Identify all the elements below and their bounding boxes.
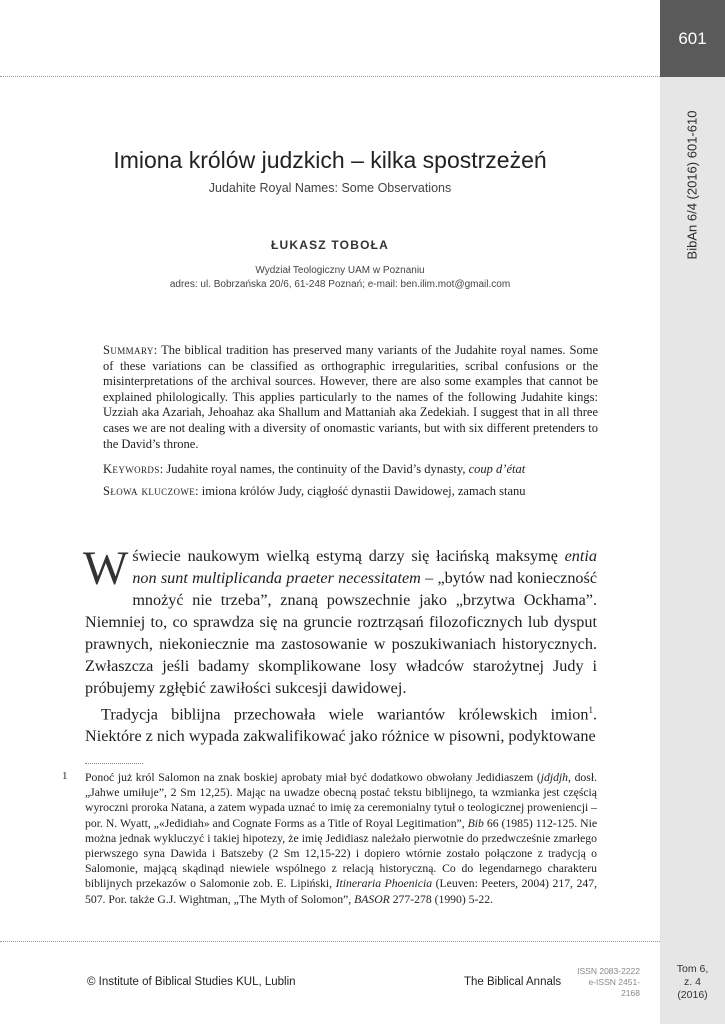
keywords-text: Judahite royal names, the continuity of the David’s dynasty, [166,462,469,476]
footnote-divider [85,763,143,764]
footnote-text-3: 66 (1985) 112-125. Nie można jednak wykluczyć i takiej hipotezy, że imię Jedidiasz należało pierwotnie do przedwcześnie zmarłego pierwszego syna Dawida i Batszeby (2 Sm 12,15-22) i dopiero wtórnie zostało połączone z tradycją o Salomonie, mającą skądinąd niewiele wspólnego z relacją historyczną. Co do legendarnego charakteru biblijnych przekazów o Salomonie zob. E. Lipiński, [85,816,598,891]
footnote-ref[interactable]: 1 [588,705,593,715]
volume: Tom 6, [676,963,709,975]
footnote-text-2: , dosł. „Jahwe umiłuje”, 2 Sm 12,25). Mając na uwadze obecną postać tekstu biblijnego, ta wzmianka jest częścią wyroczni proroka Natana, a zatem wypada uznać to imię za ceremonialny tytuł o teologicznej proweniencji – por. N. Wyatt, „«Jedidiah» and Cognate Forms as a Title of Royal Legitimation”, [85,771,597,830]
keywords-label: Keywords [103,462,160,476]
abstract-label: Summary [103,343,154,357]
author-name: ŁUKASZ TOBOŁA [270,238,390,252]
footnote [85,770,597,907]
keywords-pl-text: imiona królów Judy, ciągłość dynastii Dawidowej, zamach stanu [201,484,526,498]
keywords-italic: coup d’état [468,462,526,476]
footnote-italic-2: Bib [467,816,484,830]
abstract-text: The biblical tradition has preserved many variants of the Judahite royal names. Some of these variations can be classified as orthographic irregularities, scribal confusions or the misinterpretations of the archival sources. However, there are also some examples that cannot be explained philologically. This applies particularly to the names of the following Judahite kings: Uzziah aka Azariah, Jehoahaz aka Shallum and Mattaniah aka Zedekiah. I suggest that in all three cases we are not dealing with a diversity of onomastic variants, but with six different pretenders to the David’s throne. [103,343,598,451]
side-citation [675,100,709,270]
footnote-text-1: Ponoć już król Salomon na znak boskiej aprobaty miał być dodatkowo obwołany Jedidiaszem ( [85,771,541,784]
footnote-italic-3: Itineraria Phoenicia [335,877,433,891]
paragraph-1-text-b: – „bytów nad konieczność mnożyć nie trzeba”, znaną powszechnie jako „brzytwa Ockhama”. Niemniej to, co sprawdza się na gruncie roztrząsań filozoficznych lub dysput prawnych, niekoniecznie ma zastosowanie w poszukiwaniach historycznych. Zwłaszcza jeśli badamy skomplikowane losy władców starożytnej Judy i próbujemy zgłębić zawiłości sukcesji dawidowej. [85,569,597,697]
journal-name: The Biblical Annals [464,976,562,988]
article-title: Imiona królów judzkich – kilka spostrzeżeń [113,147,547,173]
keywords-pl-label: Słowa kluczowe [103,484,196,498]
paragraph-2 [85,699,597,747]
paragraph-1-text-a: świecie naukowym wielką estymą darzy się łacińską maksymę [132,547,565,565]
footnote-italic-4: BASOR [354,892,390,906]
main-text [83,542,597,747]
issn: ISSN 2083-2222 [577,966,640,976]
year: (2016) [677,989,708,1001]
footnote-text-5: 277-278 (1990) 5-22. [389,892,494,906]
affiliation-line-2: adres: ul. Bobrzańska 20/6, 61-248 Poznań; e-mail: ben.ilim.mot@gmail.com [169,279,511,290]
paragraph-2-text-b: . Niektóre z nich wypada zakwalifikować jako różnice w pisowni, podyktowane [85,705,597,746]
paragraph-1-latin: entia non sunt multiplicanda praeter necessitatem [132,547,597,587]
footnote-italic-1: jdjdjh [540,771,569,784]
footnote-number: 1 [62,770,68,782]
header-divider [0,76,660,77]
issue: z. 4 [684,976,701,988]
eissn: e-ISSN 2451-2168 [588,977,640,998]
affiliation [0,264,680,292]
paragraph-2-text-a: Tradycja biblijna przechowała wiele wariantów królewskich imion [101,705,589,724]
issn-block [570,966,640,999]
drop-cap: W [83,542,129,595]
side-citation-text: BibAn 6/4 (2016) 601-610 [684,110,700,260]
page-number: 601 [660,0,725,77]
copyright: © Institute of Biblical Studies KUL, Lublin [87,976,296,988]
volume-info [660,963,725,1002]
keywords: Keywords: Judahite royal names, the continuity of the David’s dynasty, coup d’état [103,462,526,476]
affiliation-line-1: Wydział Teologiczny UAM w Poznaniu [255,265,425,276]
paragraph-1 [83,542,597,699]
footer-divider [0,941,660,942]
footnote-text-4: (Leuven: Peeters, 2004) 217, 247, 507. Por. także G.J. Wightman, „The Myth of Solomon”, [85,877,597,906]
abstract: Summary: The biblical tradition has preserved many variants of the Judahite royal names. Some of these variations can be classified as orthographic irregularities, scribal confusions or the misinterpretations of the archival sources. However, there are also some examples that cannot be explained philologically. This applies particularly to the names of the following Judahite kings: Uzziah aka Azariah, Jehoahaz aka Shallum and Mattaniah aka Zedekiah. I suggest that in all three cases we are not dealing with a diversity of onomastic variants, but with six different pretenders to the David’s throne. [103,343,598,451]
article-subtitle: Judahite Royal Names: Some Observations [208,181,452,195]
keywords-polish: Słowa kluczowe: imiona królów Judy, ciągłość dynastii Dawidowej, zamach stanu [103,484,526,498]
